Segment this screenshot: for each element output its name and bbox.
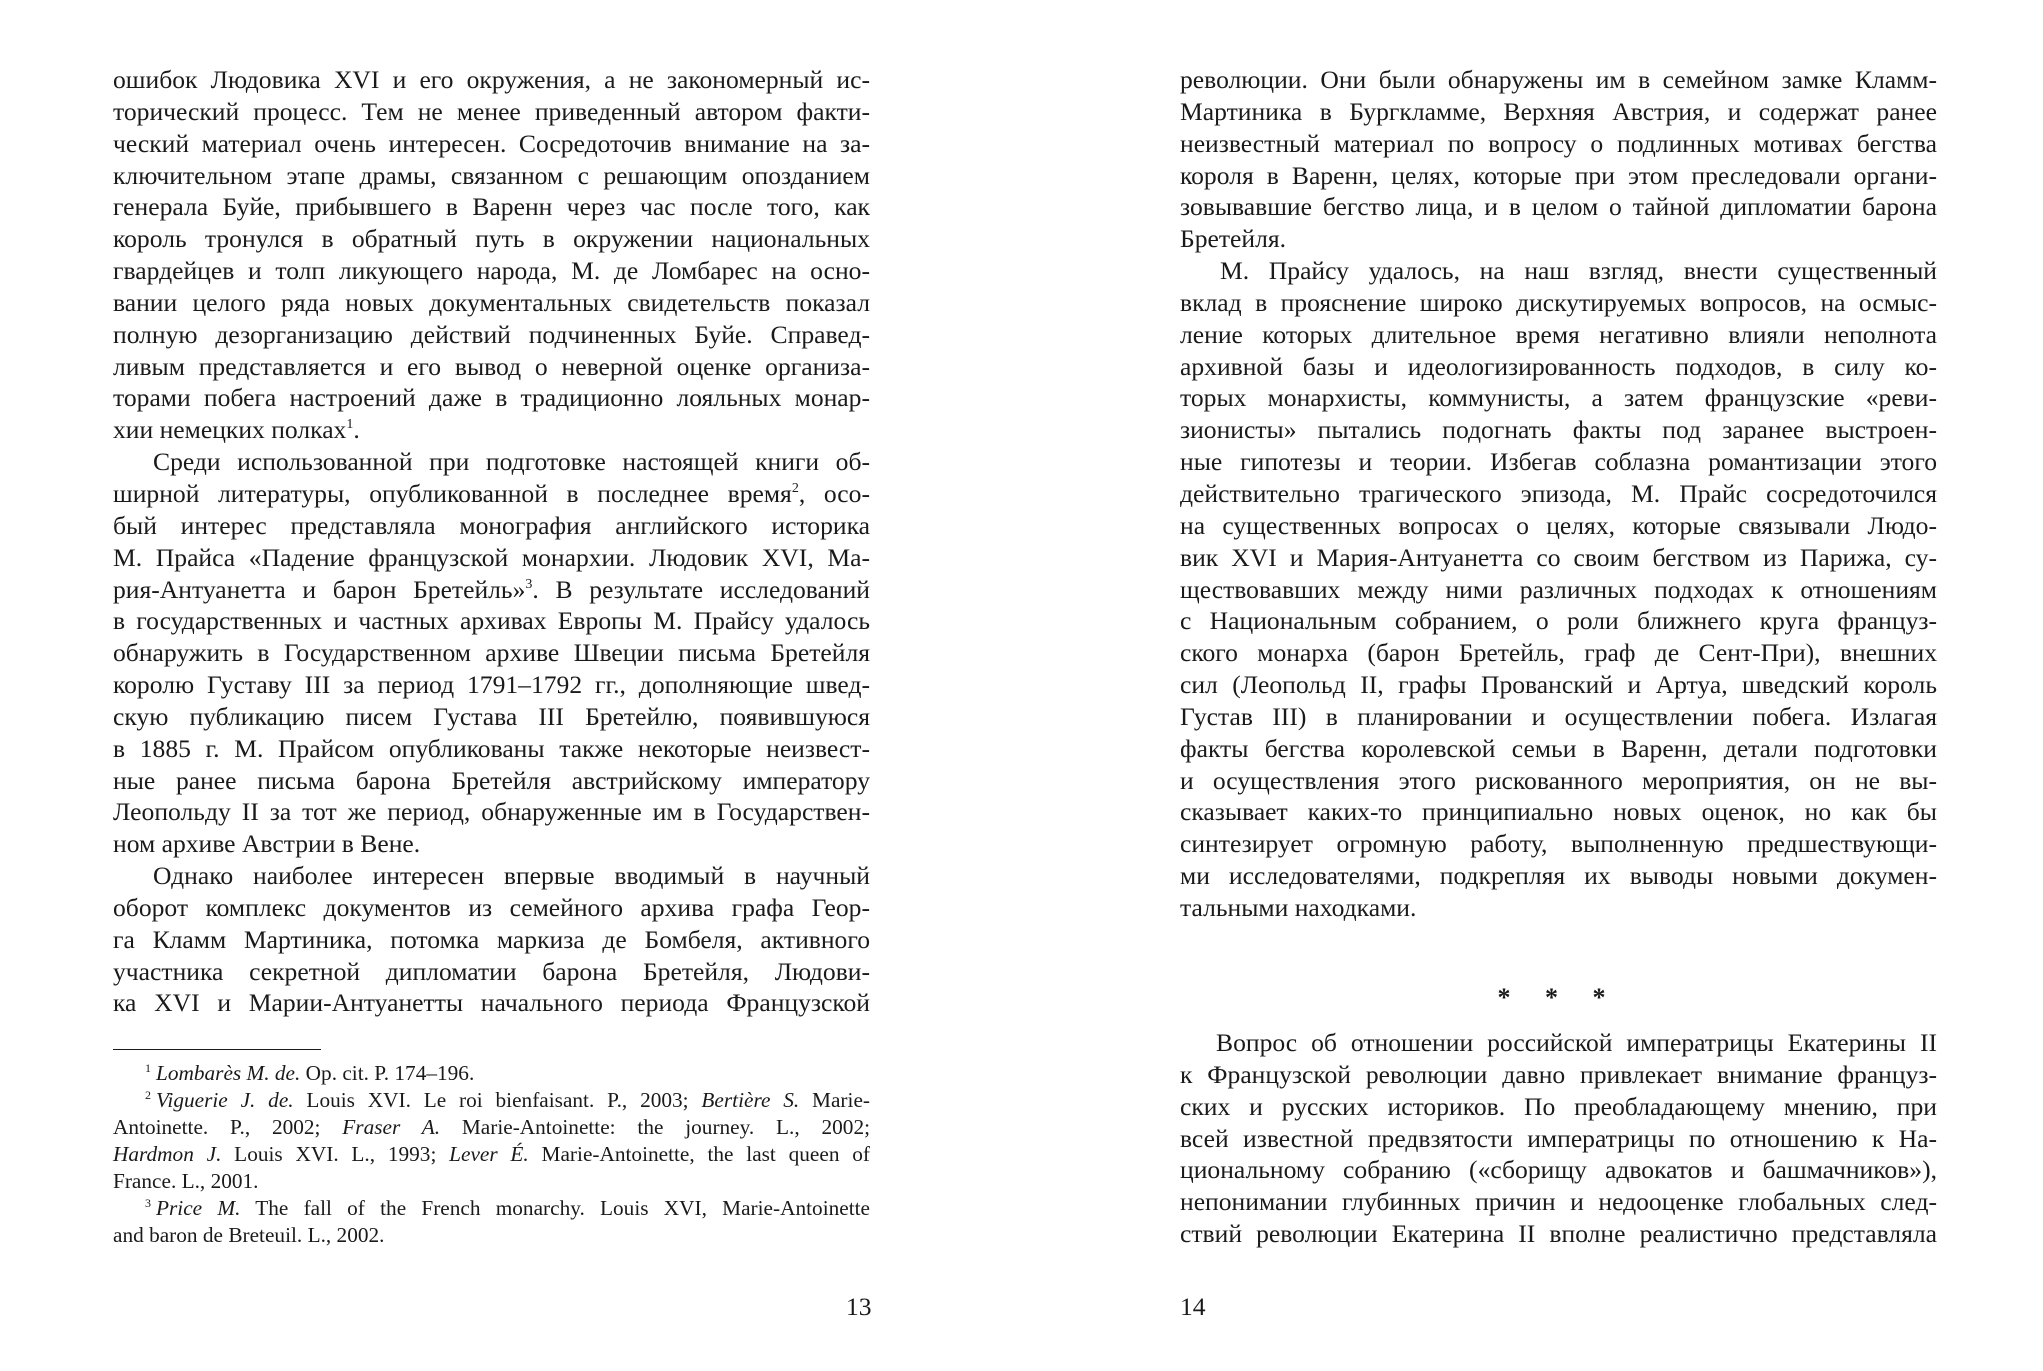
line-text: ные ранее письма барона Бретейля австрийскому императору [113, 765, 870, 795]
text-line [1180, 382, 1937, 414]
right-page-new-section [1180, 1027, 1937, 1250]
footnote-line [113, 1087, 870, 1114]
line-text: циональному собранию («сборищу адвокатов и башмачников»), [1180, 1155, 1937, 1185]
line-text: ка XVI и Марии-Антуанетты начального периода Французской [113, 988, 870, 1018]
text-line [113, 828, 870, 860]
line-text: торых монархисты, коммунисты, а затем французские «реви- [1180, 383, 1937, 413]
text-line [113, 605, 870, 637]
line-text: ливым представляется и его вывод о неверной оценке организа- [113, 351, 870, 381]
text-line [113, 446, 870, 478]
text-line [1180, 542, 1937, 574]
line-text: факты бегства королевской семьи в Варенн, детали подготовки [1180, 733, 1937, 763]
text-line [1180, 574, 1937, 606]
text-line [113, 64, 870, 96]
line-text: сил (Леопольд II, графы Прованский и Артуа, шведский король [1180, 670, 1937, 700]
line-text: ствий революции Екатерина II вполне реалистично представляла [1180, 1219, 1937, 1249]
footnote-text: Lombarès M. de. Op. cit. P. 174–196. [156, 1061, 475, 1085]
text-line [1180, 319, 1937, 351]
text-line [113, 319, 870, 351]
line-text: на существенных вопросах о целях, которые связывали Людо- [1180, 510, 1937, 540]
line-text: в 1885 г. М. Прайсом опубликованы также некоторые неизвест- [113, 733, 870, 763]
footnote-mark: 3 [145, 1196, 151, 1210]
text-line [1180, 765, 1937, 797]
footnote-text: Price M. The fall of the French monarchy. Louis XVI, Marie-Antoinette [156, 1196, 870, 1220]
line-text: М. Прайсу удалось, на наш взгляд, внести существенный [1220, 256, 1937, 286]
text-line [1180, 796, 1937, 828]
footnote-text: and baron de Breteuil. L., 2002. [113, 1223, 385, 1247]
line-text: га Кламм Мартиника, потомка маркиза де Бомбеля, активного [113, 924, 870, 954]
line-text: скую публикацию писем Густава III Бретейлю, появившуюся [113, 701, 870, 731]
line-text-continued: . В результате исследований [532, 574, 870, 604]
text-line [1180, 128, 1937, 160]
line-text: генерала Буйе, прибывшего в Варенн через час после того, как [113, 192, 870, 222]
text-line [113, 892, 870, 924]
text-line [1180, 637, 1937, 669]
text-line [113, 987, 870, 1019]
text-line [1180, 860, 1937, 892]
line-text: ключительном этапе драмы, связанном с решающим опозданием [113, 160, 870, 190]
footnotes [113, 1060, 870, 1249]
text-line [1180, 351, 1937, 383]
text-line [1180, 223, 1937, 255]
page-number-left: 13 [846, 1292, 872, 1321]
text-line [1180, 733, 1937, 765]
text-line [1180, 1186, 1937, 1218]
line-text: всей известной предвзятости императрицы по отношению к На- [1180, 1123, 1937, 1153]
line-text: ном архиве Австрии в Вене. [113, 829, 421, 859]
line-text: Вопрос об отношении российской императрицы Екатерины II [1216, 1028, 1937, 1057]
line-text: ширной литературы, опубликованной в последнее время [113, 478, 792, 508]
text-line [1180, 255, 1937, 287]
line-text: М. Прайса «Падение французской монархии. Людовик XVI, Ма- [113, 542, 870, 572]
line-text: ского монарха (барон Бретейль, граф де Сент-При), внешних [1180, 638, 1937, 668]
left-page-body [113, 64, 870, 1019]
line-text: действительно трагического эпизода, М. Прайс сосредоточился [1180, 478, 1937, 508]
text-line [113, 796, 870, 828]
line-text-continued: . [353, 415, 360, 445]
text-line [1180, 828, 1937, 860]
line-text: Мартиника в Бургкламме, Верхняя Австрия, и содержат ранее [1180, 96, 1937, 126]
line-text: сказывает каких-то принципиально новых оценок, но как бы [1180, 797, 1937, 827]
line-text: Среди использованной при подготовке настоящей книги об- [153, 447, 870, 477]
text-line [113, 382, 870, 414]
text-line [1180, 1059, 1937, 1091]
footnote-line [113, 1195, 870, 1222]
line-text: и осуществления этого рискованного мероприятия, он не вы- [1180, 765, 1937, 795]
line-text: оборот комплекс документов из семейного архива графа Геор- [113, 892, 870, 922]
line-text: непонимании глубинных причин и недооценке глобальных след- [1180, 1187, 1937, 1217]
line-text: обнаружить в Государственном архиве Швеции письма Бретейля [113, 638, 870, 668]
footnote-mark: 1 [145, 1061, 151, 1075]
page-number-right: 14 [1180, 1292, 1206, 1321]
line-text: революции. Они были обнаружены им в семейном замке Кламм- [1180, 65, 1937, 94]
line-text: Леопольду II за тот же период, обнаруженные им в Государствен- [113, 797, 870, 827]
text-line [113, 637, 870, 669]
line-text: к Французской революции давно привлекает внимание француз- [1180, 1059, 1937, 1089]
text-line [113, 128, 870, 160]
text-line [113, 191, 870, 223]
line-text: вик XVI и Мария-Антуанетта со своим бегством из Парижа, су- [1180, 542, 1937, 572]
text-line [1180, 510, 1937, 542]
line-text: ществовавших между ними различных подходах к отношениям [1180, 574, 1937, 604]
footnote-reference: 1 [346, 417, 354, 433]
text-line [1180, 1123, 1937, 1155]
text-line [113, 414, 870, 446]
line-text: ских и русских историков. По преобладающему мнению, при [1180, 1091, 1937, 1121]
footnote-reference: 2 [791, 480, 799, 496]
text-line [113, 924, 870, 956]
text-line [113, 860, 870, 892]
line-text: тальными находками. [1180, 892, 1417, 922]
text-line [113, 96, 870, 128]
line-text: полную дезорганизацию действий подчиненных Буйе. Справед- [113, 319, 870, 349]
section-separator: * * * [1497, 983, 1620, 1012]
text-line [1180, 1154, 1937, 1186]
footnote-line [113, 1114, 870, 1141]
line-text: вклад в прояснение широко дискутируемых вопросов, на осмыс- [1180, 287, 1937, 317]
text-line [113, 669, 870, 701]
text-line [1180, 414, 1937, 446]
footnote-rule [113, 1049, 321, 1050]
footnote-mark: 2 [145, 1088, 151, 1102]
text-line [113, 160, 870, 192]
line-text: синтезирует огромную работу, выполненную предшествующи- [1180, 829, 1937, 859]
text-line [1180, 64, 1937, 96]
line-text: ми исследователями, подкрепляя их выводы новыми докумен- [1180, 861, 1937, 891]
line-text: король тронулся в обратный путь в окружении национальных [113, 224, 870, 254]
text-line [113, 701, 870, 733]
text-line [113, 287, 870, 319]
text-line [113, 574, 870, 606]
line-text: гвардейцев и толп ликующего народа, М. де Ломбарес на осно- [113, 256, 870, 286]
text-line [1180, 669, 1937, 701]
line-text: архивной базы и идеологизированность подходов, в силу ко- [1180, 351, 1937, 381]
line-text-continued: , осо- [798, 478, 870, 508]
line-text: неизвестный материал по вопросу о подлинных мотивах бегства [1180, 128, 1937, 158]
line-text: торами побега настроений даже в традиционно лояльных монар- [113, 383, 870, 413]
text-line [1180, 160, 1937, 192]
line-text: Густав III) в планировании и осуществлении побега. Излагая [1180, 701, 1937, 731]
text-line [1180, 605, 1937, 637]
line-text: участника секретной дипломатии барона Бретейля, Людови- [113, 956, 870, 986]
line-text: в государственных и частных архивах Европы М. Прайсу удалось [113, 606, 870, 636]
text-line [113, 733, 870, 765]
text-line [113, 223, 870, 255]
line-text: вании целого ряда новых документальных свидетельств показал [113, 287, 870, 317]
footnote-text: Hardmon J. Louis XVI. L., 1993; Lever É. Marie-Antoinette, the last queen of [113, 1142, 870, 1166]
line-text: хии немецких полках [113, 415, 347, 445]
text-line [113, 510, 870, 542]
text-line [1180, 446, 1937, 478]
text-line [113, 956, 870, 988]
footnote-line [113, 1141, 870, 1168]
line-text: Однако наиболее интересен впервые вводимый в научный [153, 861, 870, 891]
footnote-text: France. L., 2001. [113, 1169, 259, 1193]
line-text: короля в Варенн, целях, которые при этом преследовали органи- [1180, 160, 1937, 190]
line-text: зовывавшие бегство лица, и в целом о тайной дипломатии барона [1180, 192, 1937, 222]
footnote-text: Antoinette. P., 2002; Fraser A. Marie-Antoinette: the journey. L., 2002; [113, 1115, 871, 1139]
line-text: ческий материал очень интересен. Сосредоточив внимание на за- [113, 128, 870, 158]
text-line [113, 255, 870, 287]
footnote-line [113, 1168, 870, 1195]
footnote-text: Viguerie J. de. Louis XVI. Le roi bienfaisant. P., 2003; Bertière S. Marie- [156, 1088, 870, 1112]
text-line [1180, 478, 1937, 510]
footnote-line [113, 1222, 870, 1249]
text-line [1180, 287, 1937, 319]
line-text: ошибок Людовика XVI и его окружения, а не закономерный ис- [113, 65, 870, 94]
text-line [1180, 1218, 1937, 1250]
text-line [1180, 892, 1937, 924]
text-line [1180, 1091, 1937, 1123]
line-text: Бретейля. [1180, 224, 1287, 254]
footnote-line [113, 1060, 870, 1087]
line-text: зионисты» пытались подогнать факты под заранее выстроен- [1180, 415, 1937, 445]
line-text: рия-Антуанетта и барон Бретейль» [113, 574, 526, 604]
text-line [1180, 1027, 1937, 1059]
text-line [1180, 96, 1937, 128]
line-text: ные гипотезы и теории. Избегав соблазна романтизации этого [1180, 447, 1937, 477]
text-line [113, 351, 870, 383]
text-line [1180, 701, 1937, 733]
line-text: с Национальным собранием, о роли ближнего круга француз- [1180, 606, 1937, 636]
text-line [113, 478, 870, 510]
line-text: королю Густаву III за период 1791–1792 гг., дополняющие швед- [113, 670, 870, 700]
line-text: торический процесс. Тем не менее приведенный автором факти- [113, 96, 870, 126]
line-text: ление которых длительное время негативно влияли неполнота [1180, 319, 1937, 349]
text-line [113, 765, 870, 797]
text-line [1180, 191, 1937, 223]
footnote-reference: 3 [525, 576, 533, 592]
text-line [113, 542, 870, 574]
right-page-body [1180, 64, 1937, 924]
line-text: бый интерес представляла монография английского историка [113, 510, 870, 540]
